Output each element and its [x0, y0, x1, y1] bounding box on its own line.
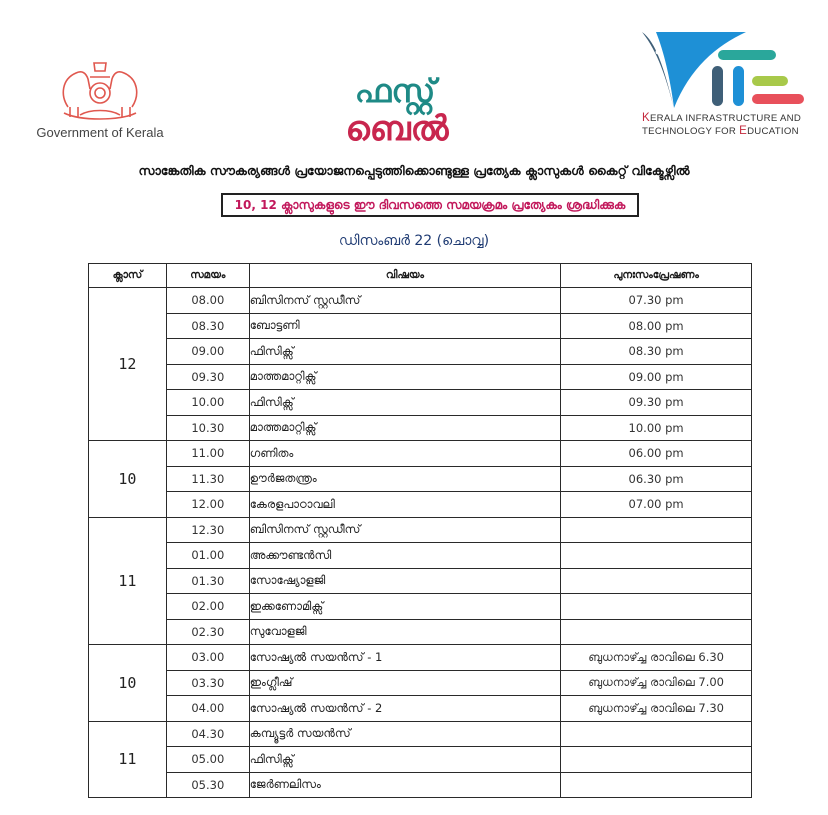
subject-cell: മാത്തമാറ്റിക്സ്: [249, 415, 560, 441]
subject-cell: സുവോളജി: [249, 619, 560, 645]
rerun-cell: 06.00 pm: [561, 441, 752, 467]
subject-cell: ബോട്ടണി: [249, 313, 560, 339]
subject-cell: മാത്തമാറ്റിക്സ്: [249, 364, 560, 390]
table-row: [89, 339, 752, 365]
table-row: [89, 721, 752, 747]
subject-cell: സോഷ്യൽ സയൻസ് - 2: [249, 696, 560, 722]
rerun-cell: 09.00 pm: [561, 364, 752, 390]
table-row: [89, 747, 752, 773]
subject-cell: ഫിസിക്സ്: [249, 390, 560, 416]
class-cell: 11: [89, 721, 167, 798]
table-row: [89, 594, 752, 620]
class-cell: 12: [89, 288, 167, 441]
subject-cell: അക്കൗണ്ടൻസി: [249, 543, 560, 569]
kite-caption: KERALA INFRASTRUCTURE AND TECHNOLOGY FOR EDUCATION: [642, 112, 802, 137]
table-row: [89, 543, 752, 569]
table-row: [89, 696, 752, 722]
subject-cell: ഊർജതന്ത്രം: [249, 466, 560, 492]
notice-box: 10, 12 ക്ലാസുകളുടെ ഈ ദിവസത്തെ സമയക്രമം പ്രത്യേകം ശ്രദ്ധിക്കുക: [221, 193, 639, 217]
subject-cell: ബിസിനസ് സ്റ്റഡീസ്: [249, 517, 560, 543]
class-cell: 10: [89, 441, 167, 518]
time-cell: 03.00: [166, 645, 249, 671]
time-cell: 02.30: [166, 619, 249, 645]
svg-text:ബെൽ: ബെൽ: [345, 109, 449, 149]
subject-cell: സോഷ്യൽ സയൻസ് - 1: [249, 645, 560, 671]
rerun-cell: [561, 517, 752, 543]
table-row: [89, 517, 752, 543]
rerun-cell: ബുധനാഴ്ച്ച രാവിലെ 7.30: [561, 696, 752, 722]
rerun-cell: [561, 747, 752, 773]
subject-cell: ജേർണലിസം: [249, 772, 560, 798]
table-row: [89, 313, 752, 339]
table-row: [89, 390, 752, 416]
subject-cell: ഇംഗ്ലീഷ്: [249, 670, 560, 696]
subject-cell: ഇക്കണോമിക്സ്: [249, 594, 560, 620]
time-cell: 11.30: [166, 466, 249, 492]
table-row: [89, 670, 752, 696]
schedule-table: [88, 263, 752, 798]
time-cell: 10.30: [166, 415, 249, 441]
time-cell: 05.30: [166, 772, 249, 798]
rerun-cell: ബുധനാഴ്ച്ച രാവിലെ 7.00: [561, 670, 752, 696]
time-cell: 04.00: [166, 696, 249, 722]
time-cell: 03.30: [166, 670, 249, 696]
table-row: [89, 772, 752, 798]
time-cell: 09.30: [166, 364, 249, 390]
time-cell: 12.00: [166, 492, 249, 518]
time-cell: 05.00: [166, 747, 249, 773]
schedule-date: ഡിസംബർ 22 (ചൊവ്വ): [338, 233, 490, 249]
government-of-kerala-logo: [30, 55, 170, 140]
header-rerun: പുനഃസംപ്രേഷണം: [561, 264, 752, 288]
rerun-cell: 07.00 pm: [561, 492, 752, 518]
first-bell-logo: [345, 60, 450, 150]
rerun-cell: 07.30 pm: [561, 288, 752, 314]
subject-cell: ഗണിതം: [249, 441, 560, 467]
subject-cell: കേരളപാഠാവലി: [249, 492, 560, 518]
subject-cell: കമ്പ്യൂട്ടർ സയൻസ്: [249, 721, 560, 747]
time-cell: 12.30: [166, 517, 249, 543]
rerun-cell: [561, 594, 752, 620]
rerun-cell: ബുധനാഴ്ച്ച രാവിലെ 6.30: [561, 645, 752, 671]
table-row: [89, 619, 752, 645]
time-cell: 10.00: [166, 390, 249, 416]
time-cell: 02.00: [166, 594, 249, 620]
table-row: [89, 441, 752, 467]
header-time: സമയം: [166, 264, 249, 288]
rerun-cell: [561, 568, 752, 594]
time-cell: 01.30: [166, 568, 249, 594]
time-cell: 11.00: [166, 441, 249, 467]
subject-cell: ബിസിനസ് സ്റ്റഡീസ്: [249, 288, 560, 314]
time-cell: 01.00: [166, 543, 249, 569]
subject-cell: ഫിസിക്സ്: [249, 339, 560, 365]
rerun-cell: [561, 772, 752, 798]
table-row: [89, 364, 752, 390]
government-caption: Government of Kerala: [36, 125, 164, 140]
class-cell: 11: [89, 517, 167, 645]
svg-text:ഫസ്റ്റ്: ഫസ്റ്റ്: [354, 72, 436, 110]
table-row: [89, 466, 752, 492]
rerun-cell: 10.00 pm: [561, 415, 752, 441]
kite-logo-mark: [636, 28, 806, 108]
rerun-cell: 08.30 pm: [561, 339, 752, 365]
header-class: ക്ലാസ്: [89, 264, 167, 288]
rerun-cell: 08.00 pm: [561, 313, 752, 339]
table-row: [89, 645, 752, 671]
table-row: [89, 288, 752, 314]
table-row: [89, 415, 752, 441]
subject-cell: ഫിസിക്സ്: [249, 747, 560, 773]
rerun-cell: [561, 619, 752, 645]
table-row: [89, 568, 752, 594]
header-subject: വിഷയം: [249, 264, 560, 288]
time-cell: 09.00: [166, 339, 249, 365]
rerun-cell: [561, 721, 752, 747]
kite-logo: [636, 28, 816, 138]
time-cell: 08.00: [166, 288, 249, 314]
table-row: [89, 492, 752, 518]
kerala-emblem-icon: [50, 55, 150, 123]
subject-cell: സോഷ്യോളജി: [249, 568, 560, 594]
rerun-cell: 09.30 pm: [561, 390, 752, 416]
headline: സാങ്കേതിക സൗകര്യങ്ങൾ പ്രയോജനപ്പെടുത്തിക്കൊണ്ടുള്ള പ്രത്യേക ക്ലാസുകൾ കൈറ്റ് വിക്ടേഴ്സിൽ: [138, 163, 690, 178]
time-cell: 04.30: [166, 721, 249, 747]
table-header-row: [89, 264, 752, 288]
time-cell: 08.30: [166, 313, 249, 339]
class-cell: 10: [89, 645, 167, 722]
rerun-cell: 06.30 pm: [561, 466, 752, 492]
rerun-cell: [561, 543, 752, 569]
